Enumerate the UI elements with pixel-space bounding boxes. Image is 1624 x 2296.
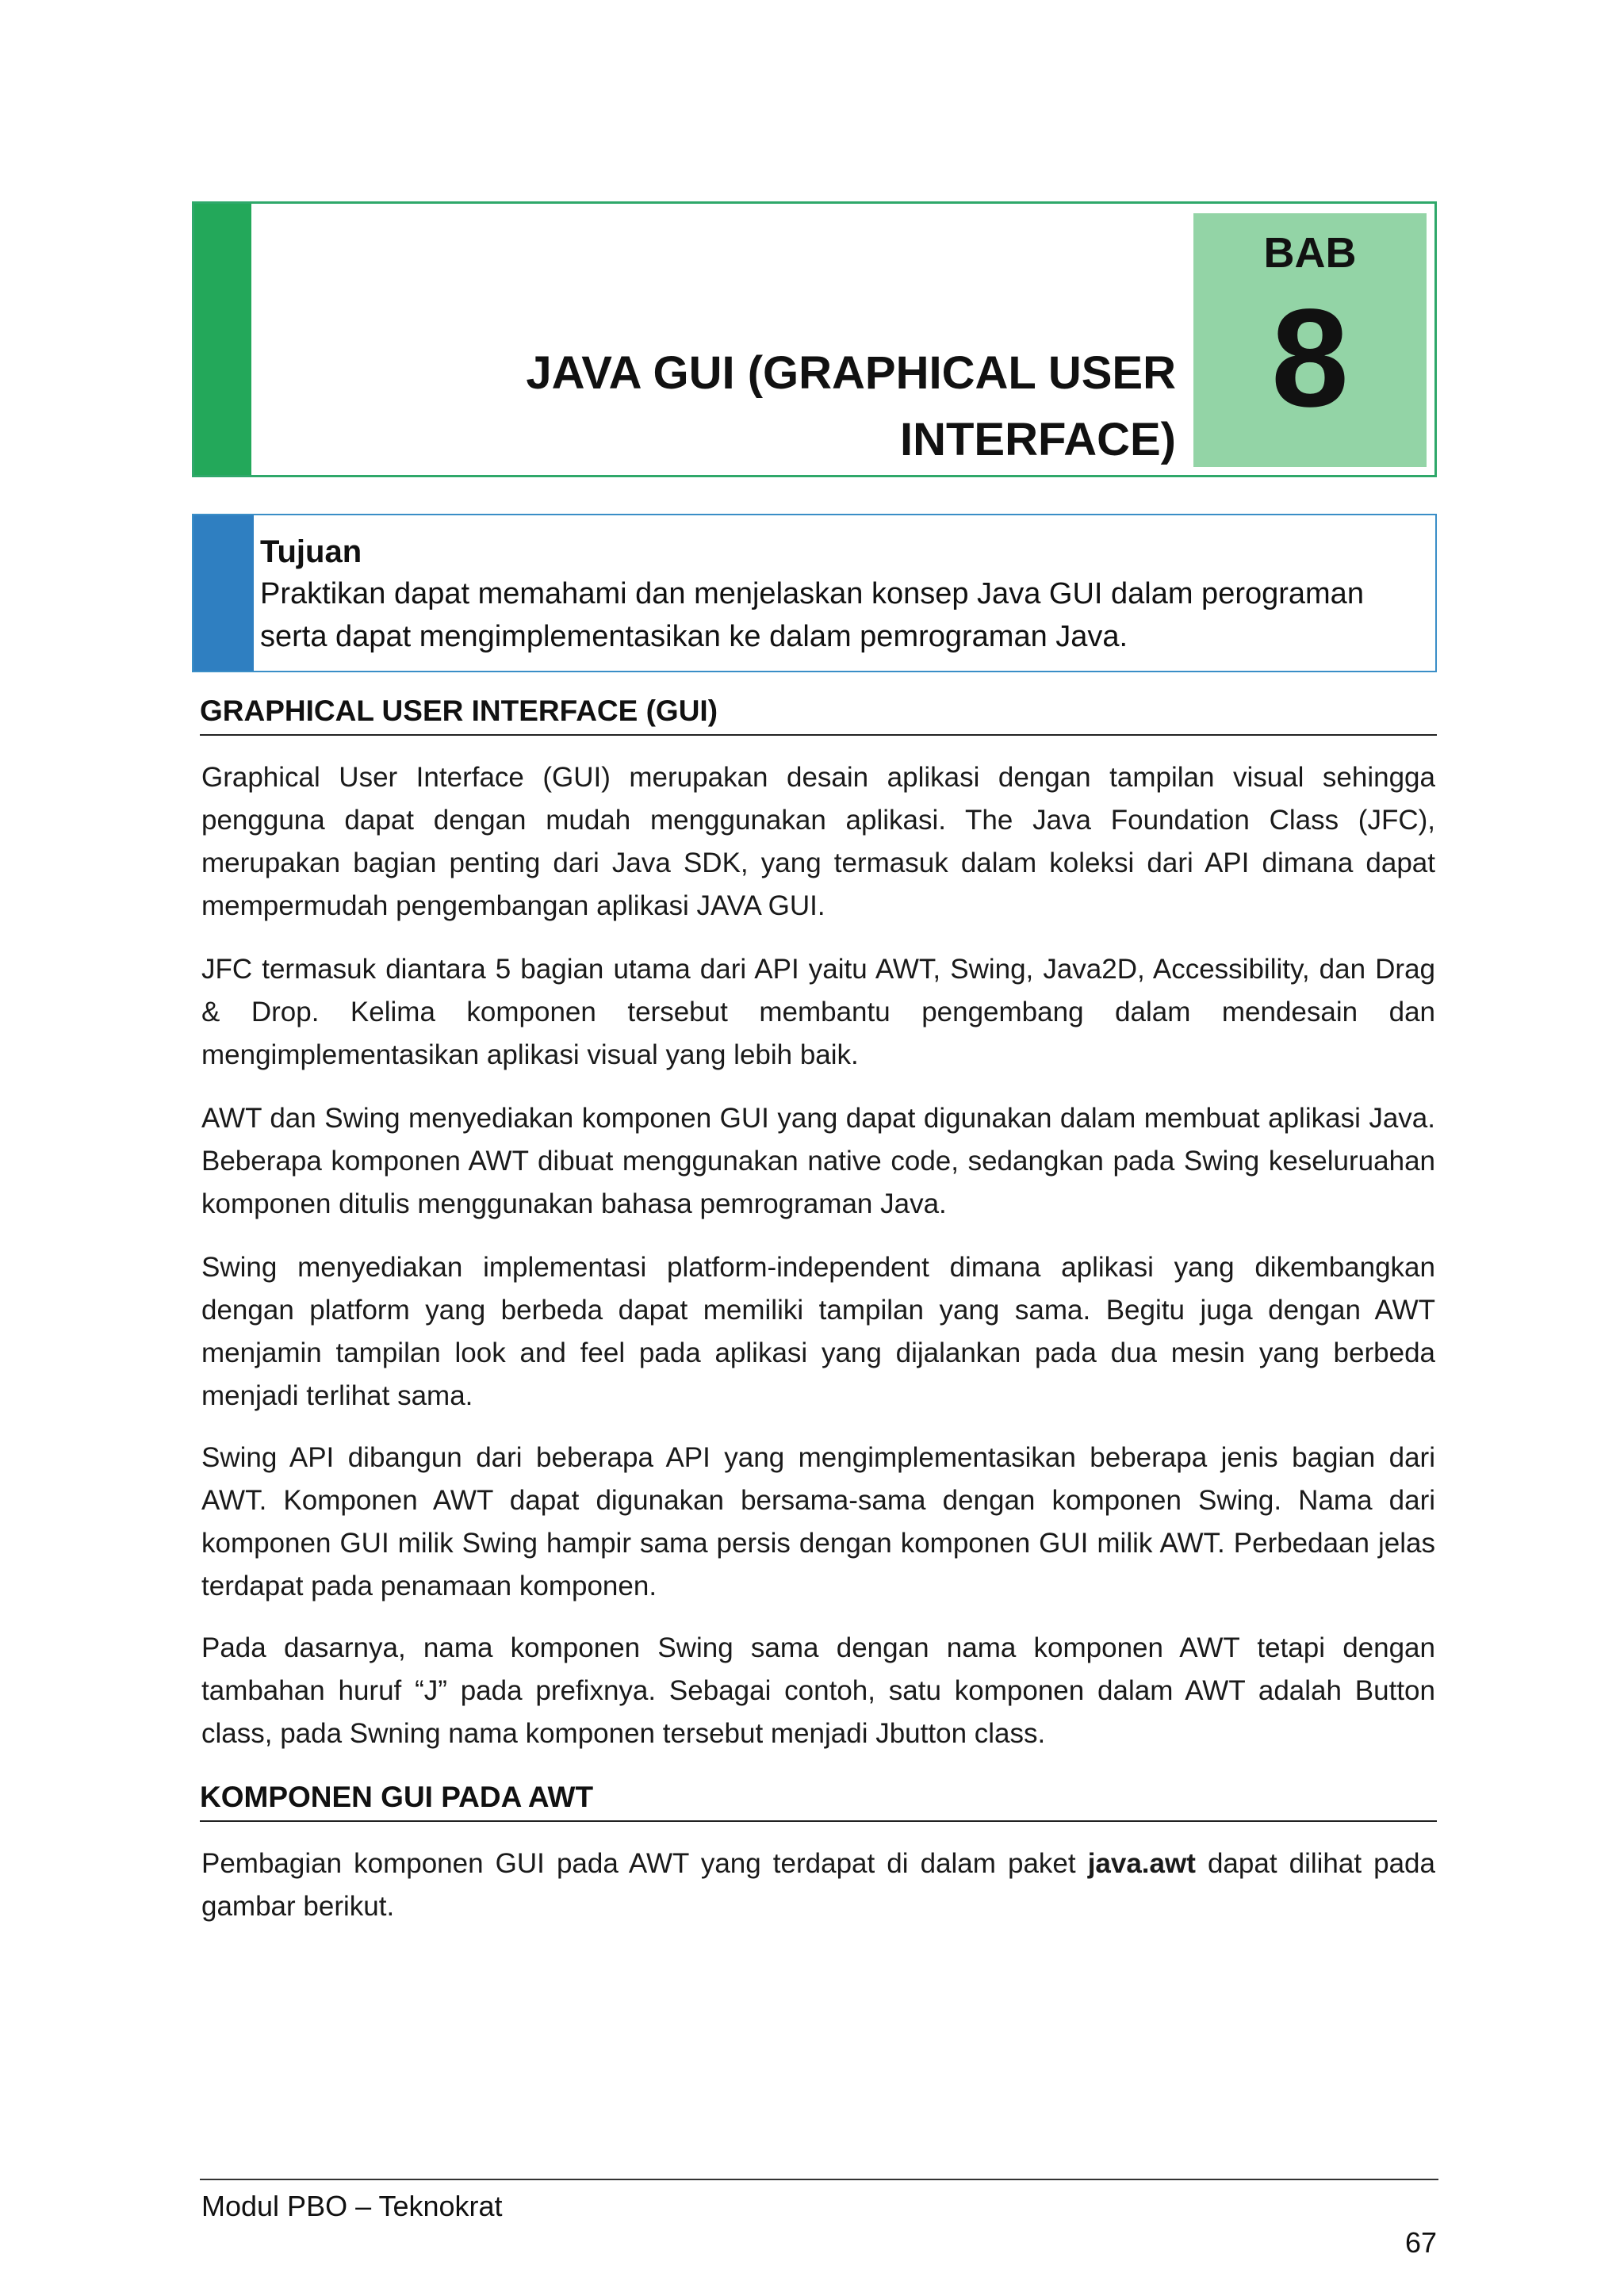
paragraph-awt-package-after: dapat dilihat pada gambar berikut. [201,1848,1435,1922]
section-heading-gui: GRAPHICAL USER INTERFACE (GUI) [200,691,1437,736]
chapter-header [192,201,1437,477]
section-heading-awt-components: KOMPONEN GUI PADA AWT [200,1777,1437,1822]
paragraph-awt-package [201,1843,1435,1928]
chapter-number-box [1193,213,1427,467]
footer-divider [200,2179,1438,2180]
chapter-label: BAB [1263,229,1357,277]
chapter-title: JAVA GUI (GRAPHICAL USER INTERFACE) [526,347,1176,465]
paragraph-awt-swing: AWT dan Swing menyediakan komponen GUI yang dapat digunakan dalam membuat aplikasi Java. Beberapa komponen AWT dibuat menggunakan native code, sedangkan pada Swing keseluruahan komponen ditulis menggunakan bahasa pemrograman Java. [201,1103,1435,1219]
paragraph-gui-definition: Graphical User Interface (GUI) merupakan desain aplikasi dengan tampilan visual sehingga pengguna dapat dengan mudah menggunakan aplikasi. The Java Foundation Class (JFC), merupakan bagian penting dari Java SDK, yang termasuk dalam koleksi dari API dimana dapat mempermudah pengembangan aplikasi JAVA GUI. [201,762,1435,921]
paragraph-jfc: JFC termasuk diantara 5 bagian utama dari API yaitu AWT, Swing, Java2D, Accessibility, dan Drag & Drop. Kelima komponen tersebut membantu pengembang dalam mendesain dan mengimplementasikan aplikasi visual yang lebih baik. [201,954,1435,1070]
paragraph-swing-platform: Swing menyediakan implementasi platform-independent dimana aplikasi yang dikembangkan dengan platform yang berbeda dapat memiliki tampilan yang sama. Begitu juga dengan AWT menjamin tampilan look and feel pada aplikasi yang dijalankan pada dua mesin yang berbeda menjadi terlihat sama. [201,1252,1435,1411]
package-name: java.awt [1087,1848,1196,1879]
chapter-accent-bar [194,204,251,475]
paragraph-awt-package-before: Pembagian komponen GUI pada AWT yang terdapat di dalam paket [201,1848,1088,1879]
objective-heading: Tujuan [260,534,362,569]
objective-accent-bar [193,515,254,671]
chapter-number: 8 [1271,281,1349,436]
objective-box [192,514,1437,672]
footer-text: Modul PBO – Teknokrat [201,2190,503,2222]
paragraph-naming: Pada dasarnya, nama komponen Swing sama dengan nama komponen AWT tetapi dengan tambahan huruf “J” pada prefixnya. Sebagai contoh, satu komponen dalam AWT adalah Button class, pada Swning nama komponen tersebut menjadi Jbutton class. [201,1632,1435,1749]
page-number: 67 [1404,2226,1437,2259]
paragraph-swing-api: Swing API dibangun dari beberapa API yang mengimplementasikan beberapa jenis bagian dari AWT. Komponen AWT dapat digunakan bersama-sama dengan komponen Swing. Nama dari komponen GUI milik Swing hampir sama persis dengan komponen GUI milik AWT. Perbedaan jelas terdapat pada penamaan komponen. [201,1442,1435,1601]
objective-text: Praktikan dapat memahami dan menjelaskan konsep Java GUI dalam perograman serta dapat mengimplementasikan ke dalam pemrograman Java. [260,577,1364,653]
